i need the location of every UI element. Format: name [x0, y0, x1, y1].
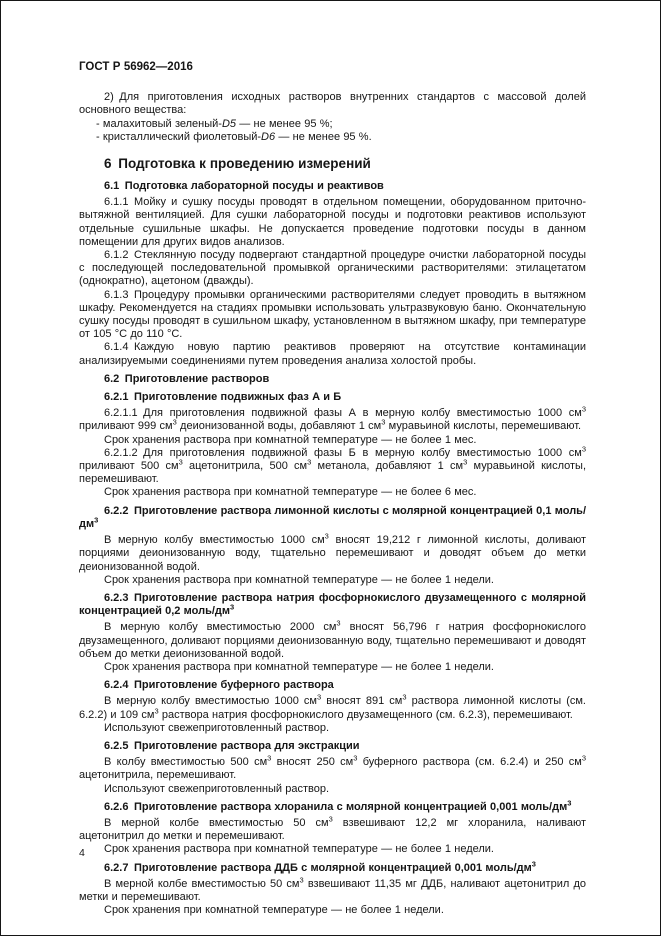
paragraph: В мерной колбе вместимостью 50 $см^3$ взвешивают 12,2 мг хлоранила, наливают ацетонитрил до метки и перемешивают. — [79, 814, 586, 843]
paragraph: Срок хранения раствора при комнатной температуре — не более 6 мес. — [104, 486, 477, 499]
list-item: - малахитовый зеленый-D5 — не менее 95 %; — [96, 117, 333, 130]
subsection-heading: 6.1 Подготовка лабораторной посуды и реактивов — [104, 180, 384, 193]
subsection-heading: 6.2 Приготовление растворов — [104, 372, 270, 385]
paragraph: 6.2.1.2 Для приготовления подвижной фазы Б в мерную колбу вместимостью 1000 $см^3$ приливают 500 $см^3$ ацетонитрила, 500 $см^3$ метанола, добавляют 1 $см^3$ муравьиной кислоты, перемешивают. — [79, 444, 586, 486]
paragraph: Срок хранения раствора при комнатной температуре — не более 1 недели. — [104, 843, 494, 856]
paragraph: В мерную колбу вместимостью 2000 $см^3$ вносят 56,796 г натрия фосфорнокислого двузамещенного, доливают порциями деионизованную воду, тщательно перемешивают и доводят объем до метки деионизованной водой. — [79, 618, 586, 660]
section-heading: 6 Подготовка к проведению измерений — [104, 156, 371, 172]
paragraph: В мерную колбу вместимостью 1000 $см^3$ вносят 19,212 г лимонной кислоты, доливают порциями деионизованную воду, тщательно перемешивают и доводят объем до метки деионизованной водой. — [79, 531, 586, 573]
paragraph: Срок хранения раствора при комнатной температуре — не более 1 недели. — [104, 573, 494, 586]
page-number: 4 — [79, 847, 85, 859]
paragraph: В мерной колбе вместимостью 50 $см^3$ взвешивают 11,35 мг ДДБ, наливают ацетонитрил до метки и перемешивают. — [79, 875, 586, 903]
paragraph: Срок хранения раствора при комнатной температуре — не более 1 мес. — [104, 433, 477, 446]
paragraph: Срок хранения при комнатной температуре — не более 1 недели. — [104, 904, 444, 917]
subsection-heading: 6.2.5 Приготовление раствора для экстракции — [104, 739, 360, 752]
paragraph: 6.1.2 Стеклянную посуду подвергают стандартной процедуре очистки лабораторной посуды с последующей последовательной промывкой органическими растворителями: этилацетатом (однократно), ацетоном (дважды). — [79, 249, 586, 288]
document-header-standard-number: ГОСТ Р 56962—2016 — [79, 61, 193, 73]
paragraph: В колбу вместимостью 500 $см^3$ вносят 250 $см^3$ буферного раствора (см. 6.2.4) и 250 $см^3$ ацетонитрила, перемешивают. — [79, 753, 586, 782]
paragraph: 6.1.1 Мойку и сушку посуды проводят в отдельном помещении, оборудованном приточно-вытяжной вентиляцией. Для сушки лабораторной посуды и подготовки реактивов используют отдельные сушильные шкафы. Не допускается проведение подготовки посуды в данном помещении для других видов анализов. — [79, 196, 586, 248]
subsection-heading: 6.2.4 Приготовление буферного раствора — [104, 679, 334, 692]
subsection-heading: 6.2.1 Приготовление подвижных фаз А и Б — [104, 391, 342, 404]
paragraph: 6.2.1.1 Для приготовления подвижной фазы А в мерную колбу вместимостью 1000 $см^3$ приливают 999 $см^3$ деионизованной воды, добавляют 1 $см^3$ муравьиной кислоты, перемешивают. — [79, 404, 586, 433]
paragraph: Используют свежеприготовленный раствор. — [104, 782, 330, 795]
paragraph: Используют свежеприготовленный раствор. — [104, 721, 330, 734]
subsection-heading: 6.2.7 Приготовление раствора ДДБ с молярной концентрацией 0,001 моль/$дм^3$ — [104, 858, 536, 874]
paragraph: В мерную колбу вместимостью 1000 $см^3$ вносят 891 $см^3$ раствора лимонной кислоты (см. 6.2.2) и 109 $см^3$ раствора натрия фосфорнокислого двузамещенного (см. 6.2.3), перемешивают. — [79, 692, 586, 721]
paragraph: 2) Для приготовления исходных растворов внутренних стандартов с массовой долей основного вещества: — [79, 91, 586, 117]
list-item: - кристаллический фиолетовый-D6 — не менее 95 %. — [96, 130, 372, 143]
paragraph: 6.1.4 Каждую новую партию реактивов проверяют на отсутствие контаминации анализируемыми соединениями путем проведения анализа холостой пробы. — [79, 341, 586, 367]
document-text-column — [79, 61, 586, 917]
paragraph: 6.1.3 Процедуру промывки органическими растворителями следует проводить в вытяжном шкафу. Рекомендуется на стадиях промывки использовать ультразвуковую баню. Окончательную сушку посуды проводят в сушильном шкафу, установленном в вытяжном шкафу, при температуре от 105 °С до 110 °С. — [79, 288, 586, 341]
document-body — [79, 91, 586, 917]
subsection-heading: 6.2.3 Приготовление раствора натрия фосфорнокислого двузамещенного с молярной концентрацией 0,2 моль/$дм^3$ — [79, 591, 586, 618]
subsection-heading: 6.2.2 Приготовление раствора лимонной кислоты с молярной концентрацией 0,1 моль/$дм^3$ — [79, 504, 586, 530]
paragraph: Срок хранения раствора при комнатной температуре — не более 1 недели. — [104, 660, 494, 673]
subsection-heading: 6.2.6 Приготовление раствора хлоранила с молярной концентрацией 0,001 моль/$дм^3$ — [104, 798, 572, 813]
